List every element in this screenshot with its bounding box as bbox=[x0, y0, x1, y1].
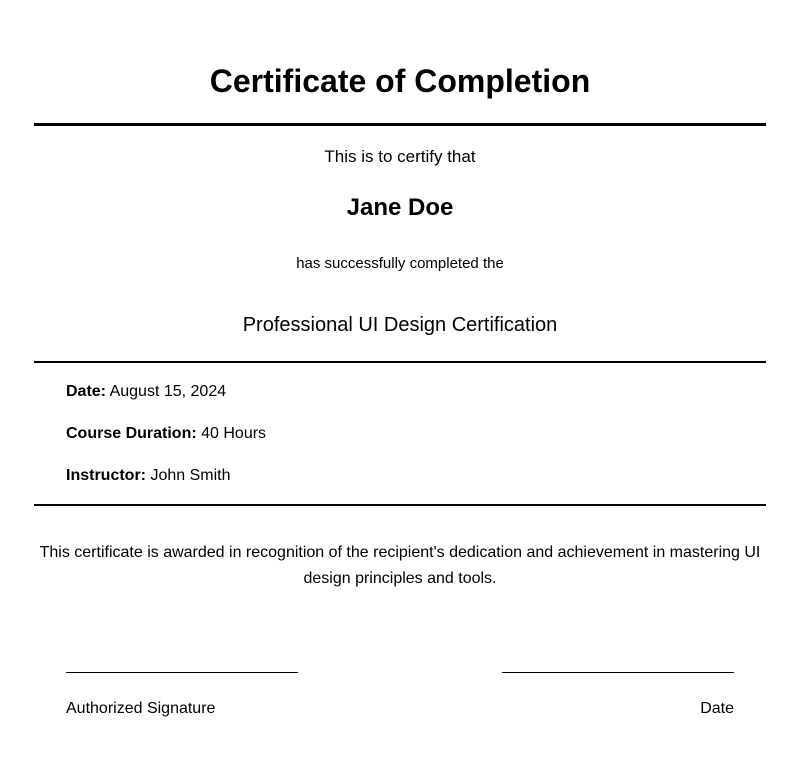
certify-text: This is to certify that bbox=[324, 147, 476, 166]
certificate-description: This certificate is awarded in recognition of the recipient's dedication and achievement in mastering UI design principles and tools. bbox=[39, 544, 761, 587]
signature-line-right bbox=[502, 672, 734, 673]
details-bottom-divider bbox=[34, 504, 766, 506]
title-divider bbox=[34, 123, 766, 126]
date-value: August 15, 2024 bbox=[109, 383, 227, 400]
certificate-title: Certificate of Completion bbox=[209, 63, 591, 99]
detail-date bbox=[66, 382, 226, 402]
duration-value: 40 Hours bbox=[201, 425, 267, 442]
recipient-name: Jane Doe bbox=[346, 194, 454, 221]
certificate bbox=[34, 0, 766, 771]
date-label: Date: bbox=[66, 383, 107, 400]
signature-line-left bbox=[66, 672, 298, 673]
completed-text: has successfully completed the bbox=[296, 255, 504, 272]
instructor-label: Instructor: bbox=[66, 467, 146, 484]
details-top-divider bbox=[34, 361, 766, 363]
course-name: Professional UI Design Certification bbox=[242, 314, 558, 336]
date-signature-label: Date bbox=[700, 700, 734, 717]
detail-instructor bbox=[66, 466, 231, 486]
detail-duration bbox=[66, 424, 266, 444]
instructor-value: John Smith bbox=[150, 467, 231, 484]
duration-label: Course Duration: bbox=[66, 425, 197, 442]
authorized-signature-label: Authorized Signature bbox=[66, 700, 216, 717]
